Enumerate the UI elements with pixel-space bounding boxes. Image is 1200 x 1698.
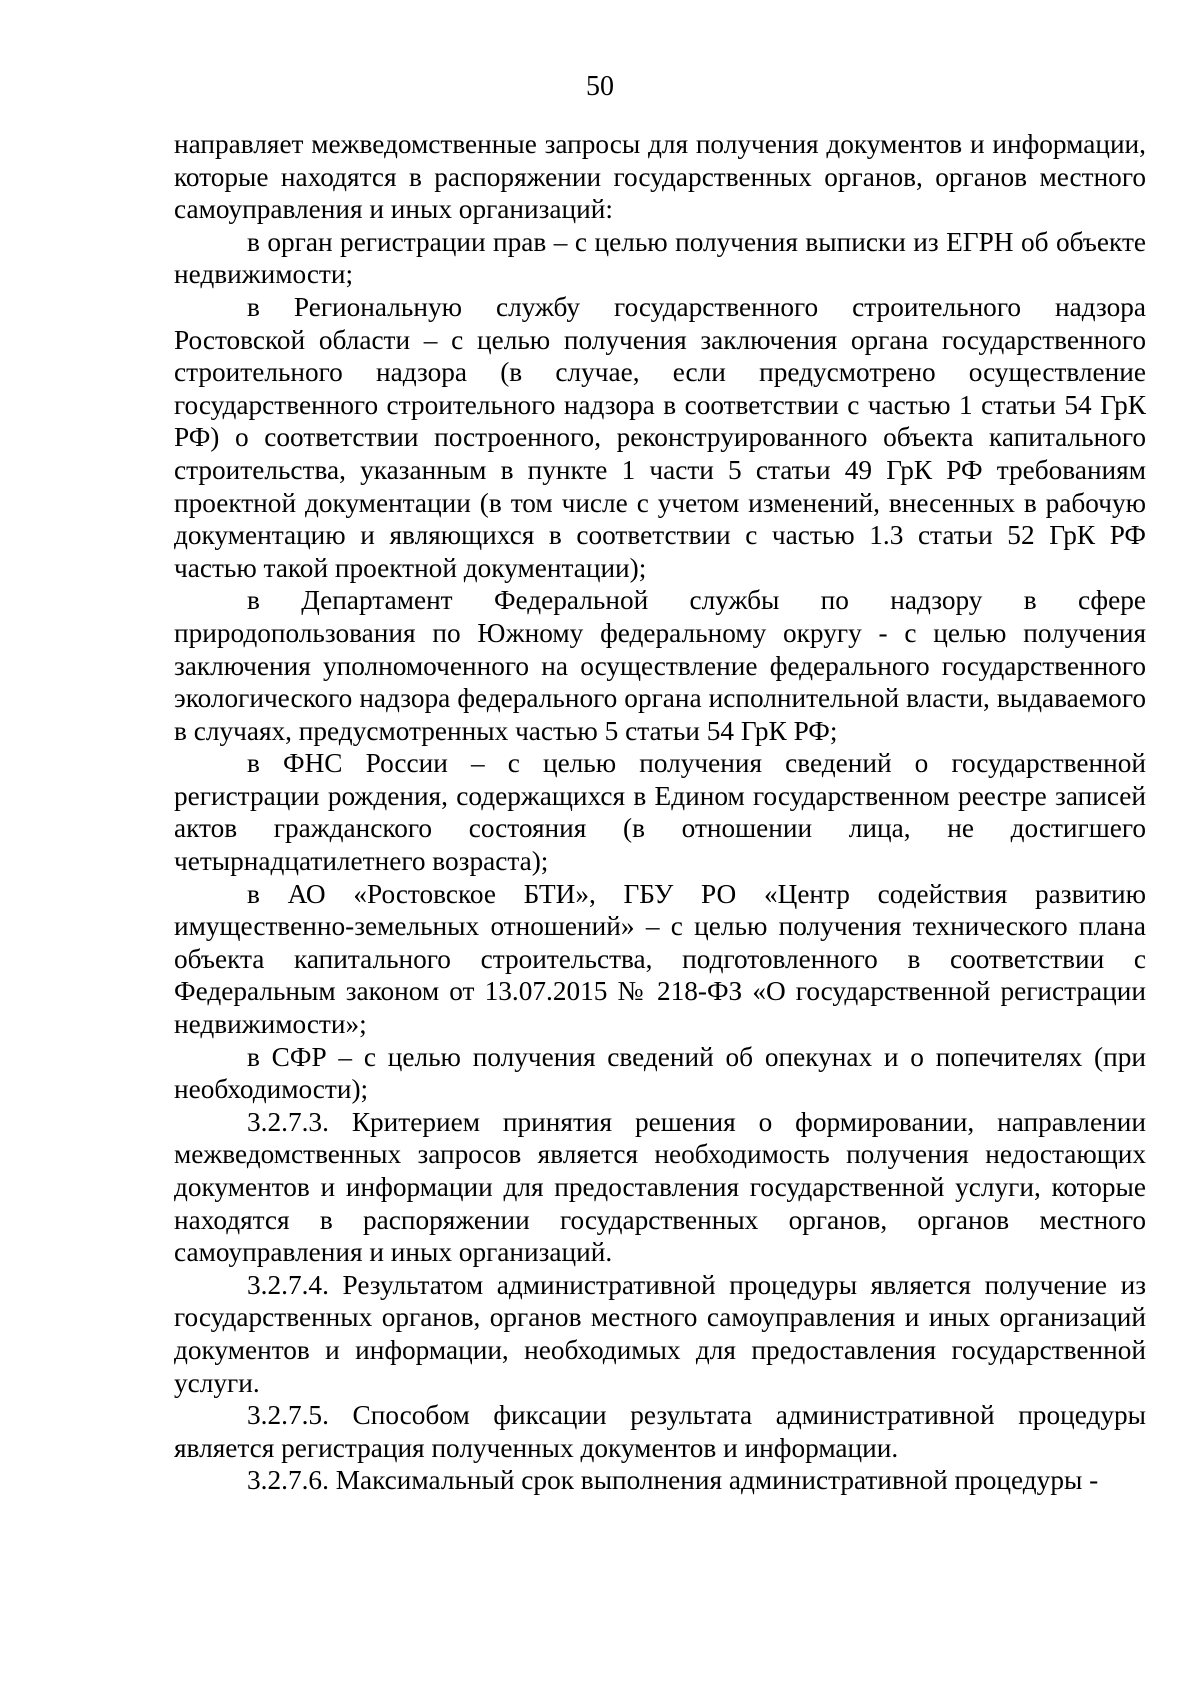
paragraph-egrn-request: в орган регистрации прав – с целью получения выписки из ЕГРН об объекте недвижимости; <box>174 226 1146 290</box>
paragraph-ecology-supervision-request: в Департамент Федеральной службы по надзору в сфере природопользования по Южному федеральному округу - с целью получения заключения уполномоченного на осуществление федерального государственного экологического надзора федерального органа исполнительной власти, выдаваемого в случаях, предусмотренных частью 5 статьи 54 ГрК РФ; <box>174 585 1146 746</box>
paragraph-intro: направляет межведомственные запросы для получения документов и информации, которые находятся в распоряжении государственных органов, органов местного самоуправления и иных организаций: <box>174 129 1146 225</box>
page-number: 50 <box>586 71 614 102</box>
paragraph-fns-request: в ФНС России – с целью получения сведений о государственной регистрации рождения, содержащихся в Едином государственном реестре записей актов гражданского состояния (в отношении лица, не достигшего четырнадцатилетнего возраста); <box>174 748 1146 877</box>
paragraph-clause-3-2-7-5: 3.2.7.5. Способом фиксации результата административной процедуры является регистрация полученных документов и информации. <box>174 1400 1146 1463</box>
paragraph-clause-3-2-7-3: 3.2.7.3. Критерием принятия решения о формировании, направлении межведомственных запросов является необходимость получения недостающих документов и информации для предоставления государственной услуги, которые находятся в распоряжении государственных органов, органов местного самоуправления и иных организаций. <box>174 1106 1146 1268</box>
paragraph-clause-3-2-7-6: 3.2.7.6. Максимальный срок выполнения административной процедуры - <box>247 1465 1099 1496</box>
paragraph-clause-3-2-7-4: 3.2.7.4. Результатом административной процедуры является получение из государственных органов, органов местного самоуправления и иных организаций документов и информации, необходимых для предоставления государственной услуги. <box>174 1269 1146 1398</box>
paragraph-bti-request: в АО «Ростовское БТИ», ГБУ РО «Центр содействия развитию имущественно-земельных отношений» – с целью получения технического плана объекта капитального строительства, подготовленного в соответствии с Федеральным законом от 13.07.2015 № 218-ФЗ «О государственной регистрации недвижимости»; <box>174 878 1146 1040</box>
paragraph-sfr-request: в СФР – с целью получения сведений об опекунах и о попечителях (при необходимости); <box>174 1041 1146 1105</box>
document-body <box>174 128 1146 1497</box>
paragraph-construction-supervision-request: в Региональную службу государственного строительного надзора Ростовской области – с целью получения заключения органа государственного строительного надзора (в случае, если предусмотрено осуществление государственного строительного надзора в соответствии с частью 1 статьи 54 ГрК РФ) о соответствии построенного, реконструированного объекта капитального строительства, указанным в пункте 1 части 5 статьи 49 ГрК РФ требованиям проектной документации (в том числе с учетом изменений, внесенных в рабочую документацию и являющихся в соответствии с частью 1.3 статьи 52 ГрК РФ частью такой проектной документации); <box>174 291 1146 583</box>
